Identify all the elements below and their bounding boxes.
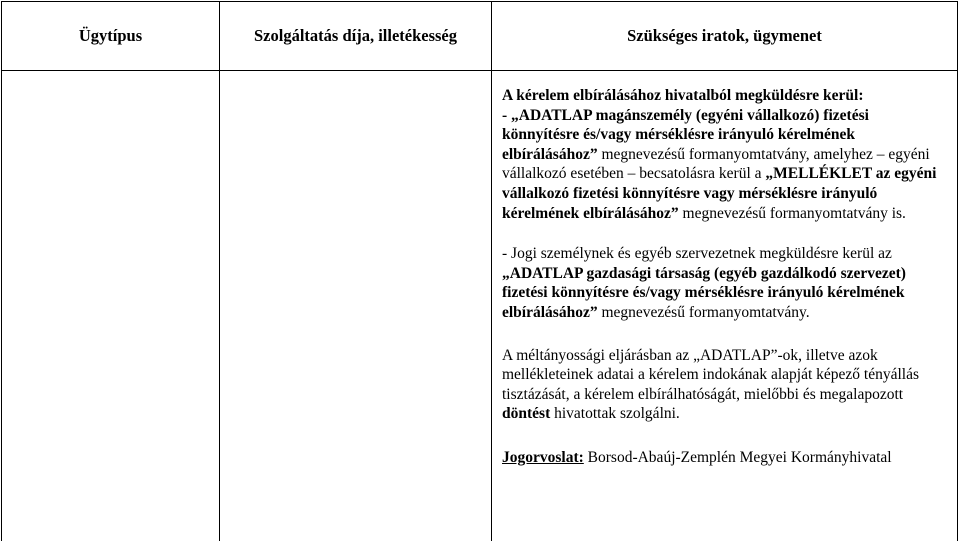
body-row (2, 71, 958, 541)
header-row (2, 2, 958, 71)
legal-remedy-value: Borsod-Abaúj-Zemplén Megyei Kormányhivatal (584, 449, 892, 466)
document-table (1, 1, 958, 541)
header-iratok: Szükséges iratok, ügymenet (492, 2, 958, 71)
header-szolgaltatas: Szolgáltatás díja, illetékesség (220, 2, 492, 71)
cell-szolgaltatas (220, 71, 492, 541)
procedure-content (492, 71, 957, 468)
procedure-paragraph: A méltányossági eljárásban az „ADATLAP”-ok, illetve azok mellékleteinek adatai a kérelem indokának alapját képező tényállás tisztázását, a kérelem elbírálhatóságát, mielőbbi és megalapozott döntést hivatottak szolgálni. (502, 346, 949, 424)
company-form-paragraph: - Jogi személynek és egyéb szervezetnek megküldésre kerül az „ADATLAP gazdasági társaság (egyéb gazdálkodó szervezet) fizetési könnyítésre és/vagy mérséklésre irányuló kérelmének elbírálásához” megnevezésű formanyomtatvány. (502, 244, 949, 322)
cell-ugytipus (2, 71, 220, 541)
cell-iratok (492, 71, 958, 541)
individual-form-paragraph: - „ADATLAP magánszemély (egyéni vállalkozó) fizetési könnyítésre és/vagy mérséklésre irányuló kérelmének elbírálásához” megnevezésű formanyomtatvány, amelyhez – egyéni vállalkozó esetében – becsatolásra kerül a „MELLÉKLET az egyéni vállalkozó fizetési könnyítésre vagy mérséklésre irányuló kérelmének elbírálásához” megnevezésű formanyomtatvány is. (502, 106, 949, 224)
legal-remedy-label: Jogorvoslat: (502, 449, 584, 466)
submission-heading: A kérelem elbírálásához hivatalból megküldésre kerül: (502, 86, 949, 106)
header-ugytipus: Ügytípus (2, 2, 220, 71)
legal-remedy (502, 448, 949, 468)
